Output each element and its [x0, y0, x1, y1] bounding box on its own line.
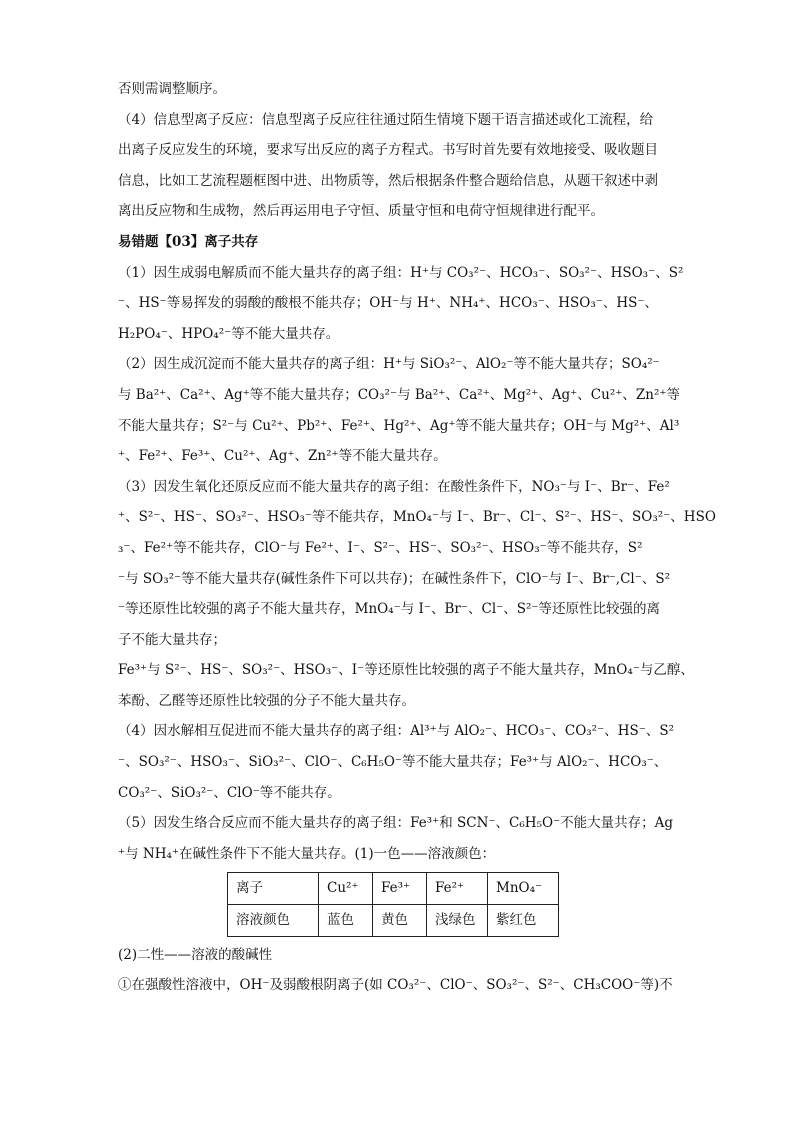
text-line: （4）因水解相互促进而不能大量共存的离子组：Al³⁺与 AlO₂⁻、HCO₃⁻、CO₃²⁻、HS⁻、S²: [118, 723, 675, 740]
text-line: (2)二性——溶液的酸碱性: [118, 946, 273, 963]
text-line: （3）因发生氧化还原反应而不能大量共存的离子组：在酸性条件下，NO₃⁻与 I⁻、Br⁻、Fe²: [118, 478, 670, 495]
table-cell: Fe³⁺: [373, 873, 427, 905]
text-line: 苯酚、乙醛等还原性比较强的分子不能大量共存。: [118, 692, 415, 709]
table-cell: 紫红色: [488, 905, 559, 937]
text-line: 出离子反应发生的环境，要求写出反应的离子方程式。书写时首先要有效地接受、吸收题目: [118, 142, 658, 159]
table-row: [228, 905, 559, 937]
table-cell: Fe²⁺: [427, 873, 488, 905]
text-line: ₃⁻、Fe²⁺等不能共存，ClO⁻与 Fe²⁺、I⁻、S²⁻、HS⁻、SO₃²⁻、HSO₃⁻等不能共存，S²: [118, 539, 643, 556]
text-line: H₂PO₄⁻、HPO₄²⁻等不能大量共存。: [118, 325, 340, 342]
text-line: ⁻与 SO₃²⁻等不能大量共存(碱性条件下可以共存)；在碱性条件下，ClO⁻与 I⁻、Br⁻,Cl⁻、S²: [118, 570, 671, 587]
table-cell: 蓝色: [319, 905, 373, 937]
text-line: （5）因发生络合反应而不能大量共存的离子组：Fe³⁺和 SCN⁻、C₆H₅O⁻不能大量共存；Ag: [118, 815, 674, 832]
table-row: [228, 873, 559, 905]
document-page: [118, 74, 716, 1001]
section-heading: 易错题【03】离子共存: [118, 233, 259, 250]
text-line: ⁺、S²⁻、HS⁻、SO₃²⁻、HSO₃⁻等不能共存，MnO₄⁻与 I⁻、Br⁻、Cl⁻、S²⁻、HS⁻、SO₃²⁻、HSO: [118, 509, 716, 526]
table-cell: 浅绿色: [427, 905, 488, 937]
text-line: 离出反应物和生成物，然后再运用电子守恒、质量守恒和电荷守恒规律进行配平。: [118, 203, 604, 220]
text-line: （1）因生成弱电解质而不能大量共存的离子组：H⁺与 CO₃²⁻、HCO₃⁻、SO₃²⁻、HSO₃⁻、S²: [118, 264, 684, 281]
text-line: （4）信息型离子反应：信息型离子反应往往通过陌生情境下题干语言描述或化工流程，给: [118, 111, 654, 128]
text-line: （2）因生成沉淀而不能大量共存的离子组：H⁺与 SiO₃²⁻、AlO₂⁻等不能大量共存；SO₄²⁻: [118, 356, 660, 373]
table-cell: 黄色: [373, 905, 427, 937]
text-line: 不能大量共存；S²⁻与 Cu²⁺、Pb²⁺、Fe²⁺、Hg²⁺、Ag⁺等不能大量共存；OH⁻与 Mg²⁺、Al³: [118, 417, 680, 434]
text-line: 信息，比如工艺流程题框图中进、出物质等，然后根据条件整合题给信息，从题干叙述中剥: [118, 172, 658, 189]
color-table-wrapper: [118, 872, 678, 936]
text-line: 与 Ba²⁺、Ca²⁺、Ag⁺等不能大量共存；CO₃²⁻与 Ba²⁺、Ca²⁺、Mg²⁺、Ag⁺、Cu²⁺、Zn²⁺等: [118, 386, 680, 403]
text-line: 否则需调整顺序。: [118, 81, 226, 97]
table-cell: 溶液颜色: [228, 905, 319, 937]
text-line: ⁺、Fe²⁺、Fe³⁺、Cu²⁺、Ag⁺、Zn²⁺等不能大量共存。: [118, 448, 447, 465]
text-line: ⁺与 NH₄⁺在碱性条件下不能大量共存。(1)一色——溶液颜色：: [118, 845, 496, 862]
table-cell: MnO₄⁻: [488, 873, 559, 905]
text-line: Fe³⁺与 S²⁻、HS⁻、SO₃²⁻、HSO₃⁻、I⁻等还原性比较强的离子不能大量共存，MnO₄⁻与乙醇、: [118, 662, 694, 679]
text-line: ⁻、HS⁻等易挥发的弱酸的酸根不能共存；OH⁻与 H⁺、NH₄⁺、HCO₃⁻、HSO₃⁻、HS⁻、: [118, 295, 659, 312]
table-cell: Cu²⁺: [319, 873, 373, 905]
text-line: CO₃²⁻、SiO₃²⁻、ClO⁻等不能共存。: [118, 784, 341, 801]
text-line: ⁻等还原性比较强的离子不能大量共存，MnO₄⁻与 I⁻、Br⁻、Cl⁻、S²⁻等还原性比较强的离: [118, 601, 661, 618]
table-cell: 离子: [228, 873, 319, 905]
text-line: ①在强酸性溶液中，OH⁻及弱酸根阴离子(如 CO₃²⁻、ClO⁻、SO₃²⁻、S²⁻、CH₃COO⁻等)不: [118, 977, 673, 994]
text-line: ⁻、SO₃²⁻、HSO₃⁻、SiO₃²⁻、ClO⁻、C₆H₅O⁻等不能大量共存；Fe³⁺与 AlO₂⁻、HCO₃⁻、: [118, 754, 668, 771]
text-line: 子不能大量共存；: [118, 631, 226, 648]
solution-color-table: [227, 872, 559, 936]
